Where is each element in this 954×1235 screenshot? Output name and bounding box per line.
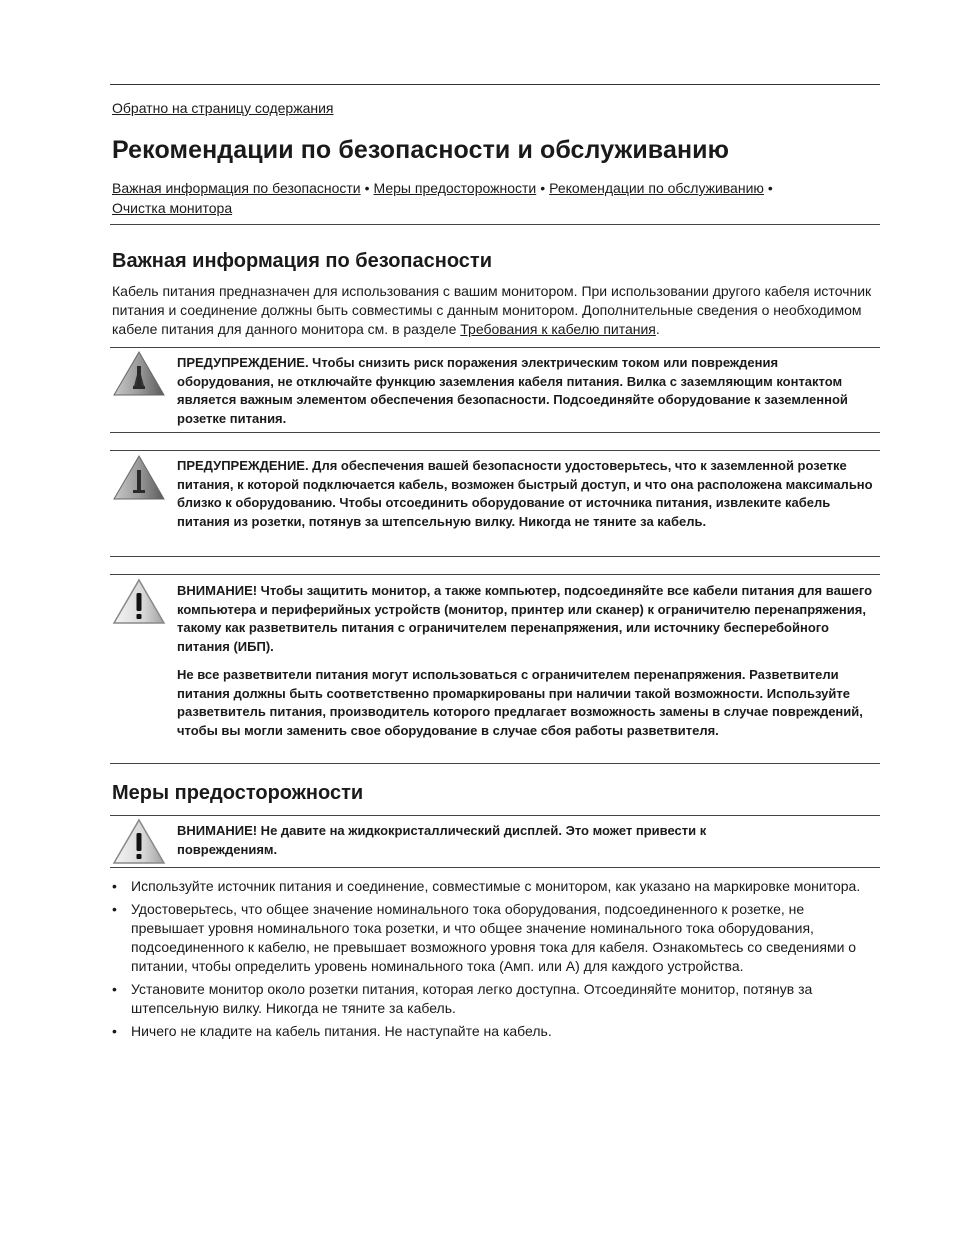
caution-notice-surge bbox=[112, 575, 880, 763]
notice-divider bbox=[110, 763, 880, 764]
section-divider bbox=[110, 224, 880, 225]
toc-link-safety[interactable]: Важная информация по безопасности bbox=[112, 180, 361, 196]
safety-intro bbox=[112, 282, 872, 339]
warning-text: ПРЕДУПРЕЖДЕНИЕ. Чтобы снизить риск поражения электрическим током или повреждения оборудования, не отключайте функцию заземления кабеля питания. Вилка с заземляющим контактом является важным элементом обеспечения безопасности. Подсоединяйте оборудование к заземленной розетке питания. bbox=[177, 355, 848, 427]
power-cord-requirements-link[interactable]: Требования к кабелю питания bbox=[460, 321, 656, 337]
list-item-text: Установите монитор около розетки питания, которая легко доступна. Отсоединяйте монитор, потянув за штепсельную вилку. Никогда не тяните за кабель. bbox=[131, 981, 813, 1016]
caution-exclamation-icon bbox=[112, 578, 166, 626]
toc-separator: • bbox=[540, 180, 546, 196]
caution-text: ВНИМАНИЕ! Не давите на жидкокристаллический дисплей. Это может привести к повреждениям. bbox=[177, 823, 707, 857]
warning-triangle-icon bbox=[112, 454, 166, 502]
caution-exclamation-icon bbox=[112, 818, 166, 866]
safety-intro-text: Кабель питания предназначен для использования с вашим монитором. При использовании другого кабеля источник питания и соединение должны быть совместимы с данным монитором. Дополнительные сведения о необходимом кабеле питания для данного монитора см. в разделе bbox=[112, 283, 872, 337]
safety-intro-end: . bbox=[655, 321, 660, 337]
bullet-icon: • bbox=[112, 878, 117, 894]
warning-notice-grounding bbox=[112, 348, 880, 432]
safety-heading: Важная информация по безопасности bbox=[112, 250, 492, 272]
list-item-text: Используйте источник питания и соединение, совместимые с монитором, как указано на маркировке монитора. bbox=[131, 878, 861, 894]
section-toc bbox=[112, 178, 880, 218]
list-item-text: Ничего не кладите на кабель питания. Не наступайте на кабель. bbox=[131, 1023, 552, 1039]
notice-divider bbox=[110, 867, 880, 868]
top-divider bbox=[110, 84, 880, 85]
notice-divider bbox=[110, 432, 880, 433]
warning-notice-access bbox=[112, 451, 880, 555]
bullet-icon: • bbox=[112, 901, 117, 917]
precautions-heading: Меры предосторожности bbox=[112, 782, 364, 804]
toc-link-precautions[interactable]: Меры предосторожности bbox=[373, 180, 537, 196]
caution-text-continued: Не все разветвители питания могут использоваться с ограничителем перенапряжения. Разветвители питания должны быть соответственно промаркированы при наличии такой возможности. Используйте разветвитель питания, производитель которого предлагает возможность замены в случае повреждений, чтобы вы могли заменить свое оборудование в случае сбоя работы разветвителя. bbox=[177, 667, 863, 739]
toc-link-cleaning[interactable]: Очистка монитора bbox=[112, 200, 233, 216]
warning-text: ПРЕДУПРЕЖДЕНИЕ. Для обеспечения вашей безопасности удостоверьтесь, что к заземленной розетке питания, к которой подключается кабель, возможен быстрый доступ, и что она расположена максимально близко к оборудованию. Чтобы отсоединить оборудование от источника питания, извлеките кабель питания из розетки, потянув за штепсельную вилку. Никогда не тяните за кабель. bbox=[177, 458, 873, 530]
toc-separator: • bbox=[767, 180, 773, 196]
list-item bbox=[112, 1022, 872, 1041]
list-item bbox=[112, 900, 872, 976]
notice-divider bbox=[110, 556, 880, 557]
toc-separator: • bbox=[364, 180, 370, 196]
page-title: Рекомендации по безопасности и обслуживанию bbox=[112, 136, 730, 164]
precautions-list bbox=[112, 877, 872, 1045]
list-item bbox=[112, 877, 872, 896]
caution-text: ВНИМАНИЕ! Чтобы защитить монитор, а также компьютер, подсоединяйте все кабели питания для вашего компьютера и периферийных устройств (монитор, принтер или сканер) к ограничителю перенапряжения, такому как разветвитель питания с ограничителем перенапряжения, или источнику бесперебойного питания (ИБП). bbox=[177, 583, 873, 655]
back-to-contents-link[interactable]: Обратно на страницу содержания bbox=[112, 100, 334, 116]
warning-triangle-icon bbox=[112, 350, 166, 398]
list-item-text: Удостоверьтесь, что общее значение номинального тока оборудования, подсоединенного к розетке, не превышает уровня номинального тока розетки, и что общее значение номинального тока оборудования, подсоединенного к кабелю, не превышает возможного уровня тока для кабеля. Ознакомьтесь со сведениями о питании, чтобы определить уровень номинального тока (Амп. или А) для каждого устройства. bbox=[131, 901, 857, 974]
toc-link-maintenance[interactable]: Рекомендации по обслуживанию bbox=[549, 180, 764, 196]
list-item bbox=[112, 980, 872, 1018]
caution-notice-lcd bbox=[112, 816, 880, 866]
bullet-icon: • bbox=[112, 981, 117, 997]
bullet-icon: • bbox=[112, 1023, 117, 1039]
